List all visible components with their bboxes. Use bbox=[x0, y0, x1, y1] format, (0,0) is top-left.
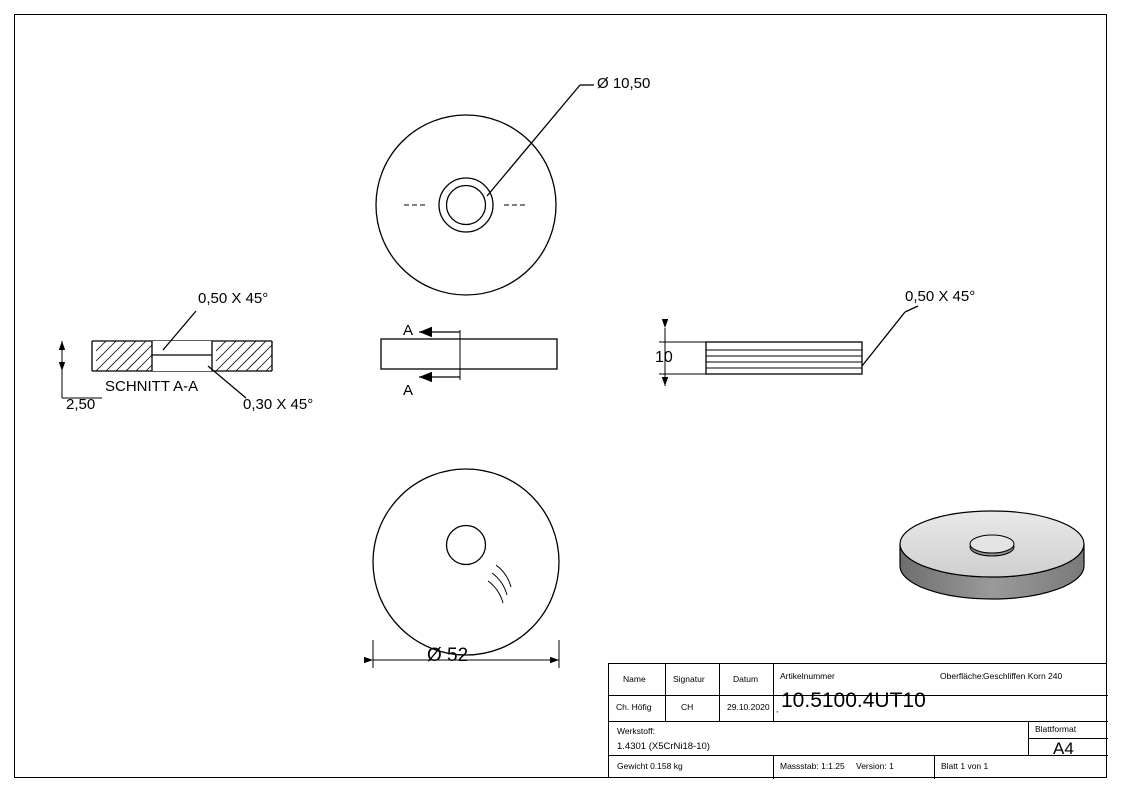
blattformat-label: Blattformat bbox=[1035, 724, 1077, 734]
th-datum: Datum bbox=[733, 674, 759, 684]
th-name: Name bbox=[623, 674, 646, 684]
title-block bbox=[608, 663, 1107, 778]
blatt: Blatt 1 von 1 bbox=[941, 761, 989, 771]
side-view-height-dimension: 10 bbox=[655, 349, 673, 366]
gewicht: Gewicht 0.158 kg bbox=[617, 761, 683, 771]
werkstoff-label: Werkstoff: bbox=[617, 726, 655, 736]
td-name: Ch. Höfig bbox=[616, 702, 652, 712]
section-marker-a-top: A bbox=[403, 322, 414, 339]
section-chamfer-bottom-label: 0,30 X 45° bbox=[243, 396, 314, 413]
article-number: 10.5100.4UT10 bbox=[781, 689, 926, 712]
version: Version: 1 bbox=[856, 761, 894, 771]
th-oberflaeche-value: Geschliffen Korn 240 bbox=[983, 671, 1063, 681]
massstab: Massstab: 1:1.25 bbox=[780, 761, 845, 771]
blattformat-value: A4 bbox=[1053, 739, 1074, 758]
top-view-bore-dimension: Ø 10,50 bbox=[597, 75, 651, 92]
section-chamfer-top-label: 0,50 X 45° bbox=[198, 290, 269, 307]
werkstoff-value: 1.4301 (X5CrNi18-10) bbox=[617, 741, 710, 752]
section-thickness-dimension: 2,50 bbox=[66, 396, 96, 413]
bottom-view-diameter-dimension: Ø 52 bbox=[427, 645, 469, 666]
td-datum: 29.10.2020 bbox=[727, 702, 770, 712]
section-marker-a-bottom: A bbox=[403, 382, 414, 399]
th-artikelnummer: Artikelnummer bbox=[780, 671, 835, 681]
td-signatur: CH bbox=[681, 702, 694, 712]
th-signatur: Signatur bbox=[673, 674, 705, 684]
article-number-tick: , bbox=[776, 704, 779, 714]
section-caption: SCHNITT A-A bbox=[105, 378, 199, 395]
side-view-chamfer-label: 0,50 X 45° bbox=[905, 288, 976, 305]
th-oberflaeche-label: Oberfläche: bbox=[940, 671, 984, 681]
